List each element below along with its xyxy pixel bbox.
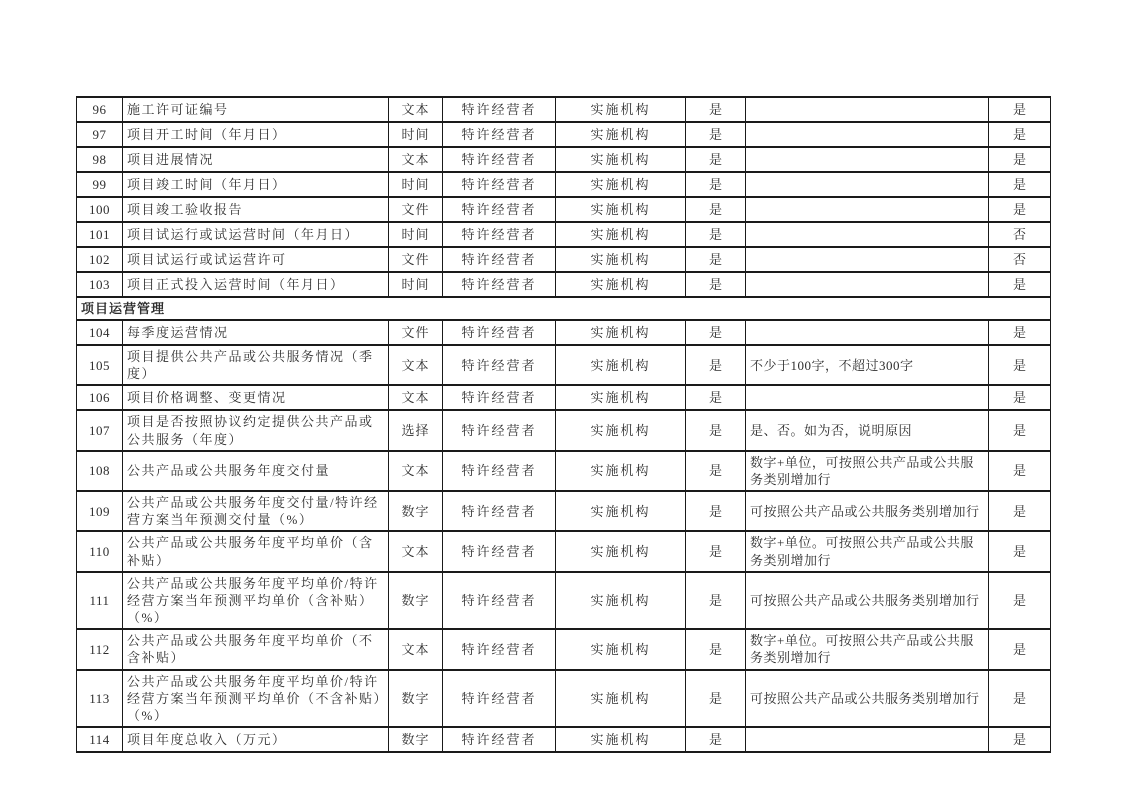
cell-agency: 实施机构	[556, 247, 686, 272]
cell-type: 文本	[389, 531, 443, 571]
cell-type: 文本	[389, 147, 443, 172]
cell-agency: 实施机构	[556, 670, 686, 727]
cell-type: 文件	[389, 197, 443, 222]
cell-disclosed: 是	[989, 122, 1051, 147]
table-row	[77, 197, 1051, 222]
cell-note	[746, 97, 989, 122]
cell-reporter: 特许经营者	[443, 727, 556, 752]
cell-name: 公共产品或公共服务年度平均单价/特许经营方案当年预测平均单价（含补贴）（%）	[123, 572, 389, 629]
table-row	[77, 385, 1051, 410]
table-row	[77, 629, 1051, 669]
cell-note: 不少于100字，不超过300字	[746, 345, 989, 385]
cell-num: 111	[77, 572, 123, 629]
cell-note	[746, 247, 989, 272]
cell-disclosed: 是	[989, 345, 1051, 385]
cell-agency: 实施机构	[556, 122, 686, 147]
cell-name: 项目是否按照协议约定提供公共产品或公共服务（年度）	[123, 410, 389, 450]
cell-disclosed: 是	[989, 147, 1051, 172]
cell-disclosed: 是	[989, 572, 1051, 629]
cell-num: 109	[77, 491, 123, 531]
cell-type: 时间	[389, 172, 443, 197]
cell-agency: 实施机构	[556, 172, 686, 197]
cell-reporter: 特许经营者	[443, 197, 556, 222]
cell-disclosed: 是	[989, 629, 1051, 669]
cell-required: 是	[686, 172, 746, 197]
cell-reporter: 特许经营者	[443, 272, 556, 297]
cell-num: 100	[77, 197, 123, 222]
cell-note	[746, 122, 989, 147]
table-row	[77, 410, 1051, 450]
cell-name: 项目竣工验收报告	[123, 197, 389, 222]
cell-disclosed: 是	[989, 172, 1051, 197]
cell-reporter: 特许经营者	[443, 629, 556, 669]
cell-type: 文件	[389, 320, 443, 345]
cell-agency: 实施机构	[556, 197, 686, 222]
cell-disclosed: 是	[989, 197, 1051, 222]
cell-required: 是	[686, 410, 746, 450]
cell-reporter: 特许经营者	[443, 147, 556, 172]
cell-agency: 实施机构	[556, 222, 686, 247]
table-row	[77, 272, 1051, 297]
cell-reporter: 特许经营者	[443, 345, 556, 385]
section-header-row	[77, 297, 1051, 320]
cell-agency: 实施机构	[556, 147, 686, 172]
cell-disclosed: 是	[989, 531, 1051, 571]
cell-note: 数字+单位。可按照公共产品或公共服务类别增加行	[746, 531, 989, 571]
cell-required: 是	[686, 531, 746, 571]
cell-name: 项目竣工时间（年月日）	[123, 172, 389, 197]
cell-required: 是	[686, 491, 746, 531]
cell-reporter: 特许经营者	[443, 451, 556, 491]
cell-num: 107	[77, 410, 123, 450]
cell-num: 97	[77, 122, 123, 147]
cell-type: 数字	[389, 670, 443, 727]
cell-name: 项目年度总收入（万元）	[123, 727, 389, 752]
table-row	[77, 572, 1051, 629]
cell-required: 是	[686, 629, 746, 669]
cell-note: 可按照公共产品或公共服务类别增加行	[746, 491, 989, 531]
cell-disclosed: 是	[989, 97, 1051, 122]
cell-disclosed: 是	[989, 670, 1051, 727]
cell-required: 是	[686, 345, 746, 385]
cell-num: 101	[77, 222, 123, 247]
cell-agency: 实施机构	[556, 272, 686, 297]
cell-note: 是、否。如为否，说明原因	[746, 410, 989, 450]
cell-disclosed: 是	[989, 727, 1051, 752]
cell-agency: 实施机构	[556, 572, 686, 629]
cell-agency: 实施机构	[556, 320, 686, 345]
table-row	[77, 172, 1051, 197]
table-row	[77, 320, 1051, 345]
cell-type: 文件	[389, 247, 443, 272]
table-row	[77, 222, 1051, 247]
cell-name: 项目正式投入运营时间（年月日）	[123, 272, 389, 297]
cell-type: 时间	[389, 122, 443, 147]
cell-name: 项目试运行或试运营时间（年月日）	[123, 222, 389, 247]
cell-required: 是	[686, 451, 746, 491]
table-body	[77, 97, 1051, 752]
cell-disclosed: 是	[989, 491, 1051, 531]
cell-agency: 实施机构	[556, 629, 686, 669]
cell-disclosed: 是	[989, 385, 1051, 410]
cell-agency: 实施机构	[556, 385, 686, 410]
cell-note: 可按照公共产品或公共服务类别增加行	[746, 670, 989, 727]
cell-num: 103	[77, 272, 123, 297]
table-row	[77, 451, 1051, 491]
cell-required: 是	[686, 320, 746, 345]
cell-type: 文本	[389, 385, 443, 410]
cell-type: 文本	[389, 97, 443, 122]
cell-num: 102	[77, 247, 123, 272]
cell-type: 选择	[389, 410, 443, 450]
cell-note	[746, 197, 989, 222]
cell-num: 106	[77, 385, 123, 410]
cell-note: 数字+单位，可按照公共产品或公共服务类别增加行	[746, 451, 989, 491]
cell-note	[746, 147, 989, 172]
cell-required: 是	[686, 197, 746, 222]
cell-num: 104	[77, 320, 123, 345]
cell-agency: 实施机构	[556, 410, 686, 450]
cell-reporter: 特许经营者	[443, 491, 556, 531]
cell-reporter: 特许经营者	[443, 247, 556, 272]
cell-name: 公共产品或公共服务年度平均单价（含补贴）	[123, 531, 389, 571]
cell-agency: 实施机构	[556, 531, 686, 571]
cell-reporter: 特许经营者	[443, 385, 556, 410]
cell-agency: 实施机构	[556, 491, 686, 531]
cell-name: 施工许可证编号	[123, 97, 389, 122]
cell-disclosed: 否	[989, 247, 1051, 272]
cell-required: 是	[686, 97, 746, 122]
cell-note	[746, 222, 989, 247]
cell-num: 105	[77, 345, 123, 385]
cell-type: 时间	[389, 272, 443, 297]
cell-name: 项目进展情况	[123, 147, 389, 172]
cell-required: 是	[686, 572, 746, 629]
cell-name: 公共产品或公共服务年度平均单价（不含补贴）	[123, 629, 389, 669]
table-row	[77, 97, 1051, 122]
cell-reporter: 特许经营者	[443, 572, 556, 629]
cell-required: 是	[686, 272, 746, 297]
cell-type: 文本	[389, 629, 443, 669]
cell-name: 项目开工时间（年月日）	[123, 122, 389, 147]
cell-required: 是	[686, 122, 746, 147]
cell-num: 113	[77, 670, 123, 727]
cell-name: 项目价格调整、变更情况	[123, 385, 389, 410]
cell-type: 数字	[389, 572, 443, 629]
cell-required: 是	[686, 727, 746, 752]
cell-reporter: 特许经营者	[443, 410, 556, 450]
cell-type: 数字	[389, 727, 443, 752]
cell-required: 是	[686, 385, 746, 410]
cell-num: 108	[77, 451, 123, 491]
cell-disclosed: 否	[989, 222, 1051, 247]
table-row	[77, 247, 1051, 272]
cell-required: 是	[686, 247, 746, 272]
cell-reporter: 特许经营者	[443, 97, 556, 122]
cell-agency: 实施机构	[556, 727, 686, 752]
cell-reporter: 特许经营者	[443, 122, 556, 147]
cell-num: 98	[77, 147, 123, 172]
cell-name: 项目提供公共产品或公共服务情况（季度）	[123, 345, 389, 385]
table-row	[77, 122, 1051, 147]
cell-required: 是	[686, 670, 746, 727]
cell-note	[746, 385, 989, 410]
cell-note: 数字+单位。可按照公共产品或公共服务类别增加行	[746, 629, 989, 669]
cell-required: 是	[686, 147, 746, 172]
cell-disclosed: 是	[989, 272, 1051, 297]
cell-reporter: 特许经营者	[443, 222, 556, 247]
disclosure-table	[76, 96, 1051, 753]
table-row	[77, 670, 1051, 727]
cell-name: 每季度运营情况	[123, 320, 389, 345]
cell-type: 文本	[389, 451, 443, 491]
cell-num: 99	[77, 172, 123, 197]
cell-type: 时间	[389, 222, 443, 247]
cell-note: 可按照公共产品或公共服务类别增加行	[746, 572, 989, 629]
cell-note	[746, 272, 989, 297]
table-row	[77, 531, 1051, 571]
cell-disclosed: 是	[989, 451, 1051, 491]
cell-num: 114	[77, 727, 123, 752]
cell-note	[746, 727, 989, 752]
cell-type: 文本	[389, 345, 443, 385]
cell-note	[746, 172, 989, 197]
cell-agency: 实施机构	[556, 97, 686, 122]
cell-type: 数字	[389, 491, 443, 531]
cell-agency: 实施机构	[556, 451, 686, 491]
cell-num: 110	[77, 531, 123, 571]
cell-num: 112	[77, 629, 123, 669]
table-row	[77, 727, 1051, 752]
cell-note	[746, 320, 989, 345]
cell-reporter: 特许经营者	[443, 320, 556, 345]
cell-agency: 实施机构	[556, 345, 686, 385]
table-row	[77, 345, 1051, 385]
cell-name: 项目试运行或试运营许可	[123, 247, 389, 272]
cell-name: 公共产品或公共服务年度平均单价/特许经营方案当年预测平均单价（不含补贴）（%）	[123, 670, 389, 727]
cell-num: 96	[77, 97, 123, 122]
table-row	[77, 147, 1051, 172]
cell-disclosed: 是	[989, 320, 1051, 345]
table-row	[77, 491, 1051, 531]
cell-name: 公共产品或公共服务年度交付量	[123, 451, 389, 491]
cell-reporter: 特许经营者	[443, 172, 556, 197]
cell-reporter: 特许经营者	[443, 670, 556, 727]
cell-name: 公共产品或公共服务年度交付量/特许经营方案当年预测交付量（%）	[123, 491, 389, 531]
cell-reporter: 特许经营者	[443, 531, 556, 571]
cell-required: 是	[686, 222, 746, 247]
section-header-label: 项目运营管理	[77, 297, 1051, 320]
cell-disclosed: 是	[989, 410, 1051, 450]
